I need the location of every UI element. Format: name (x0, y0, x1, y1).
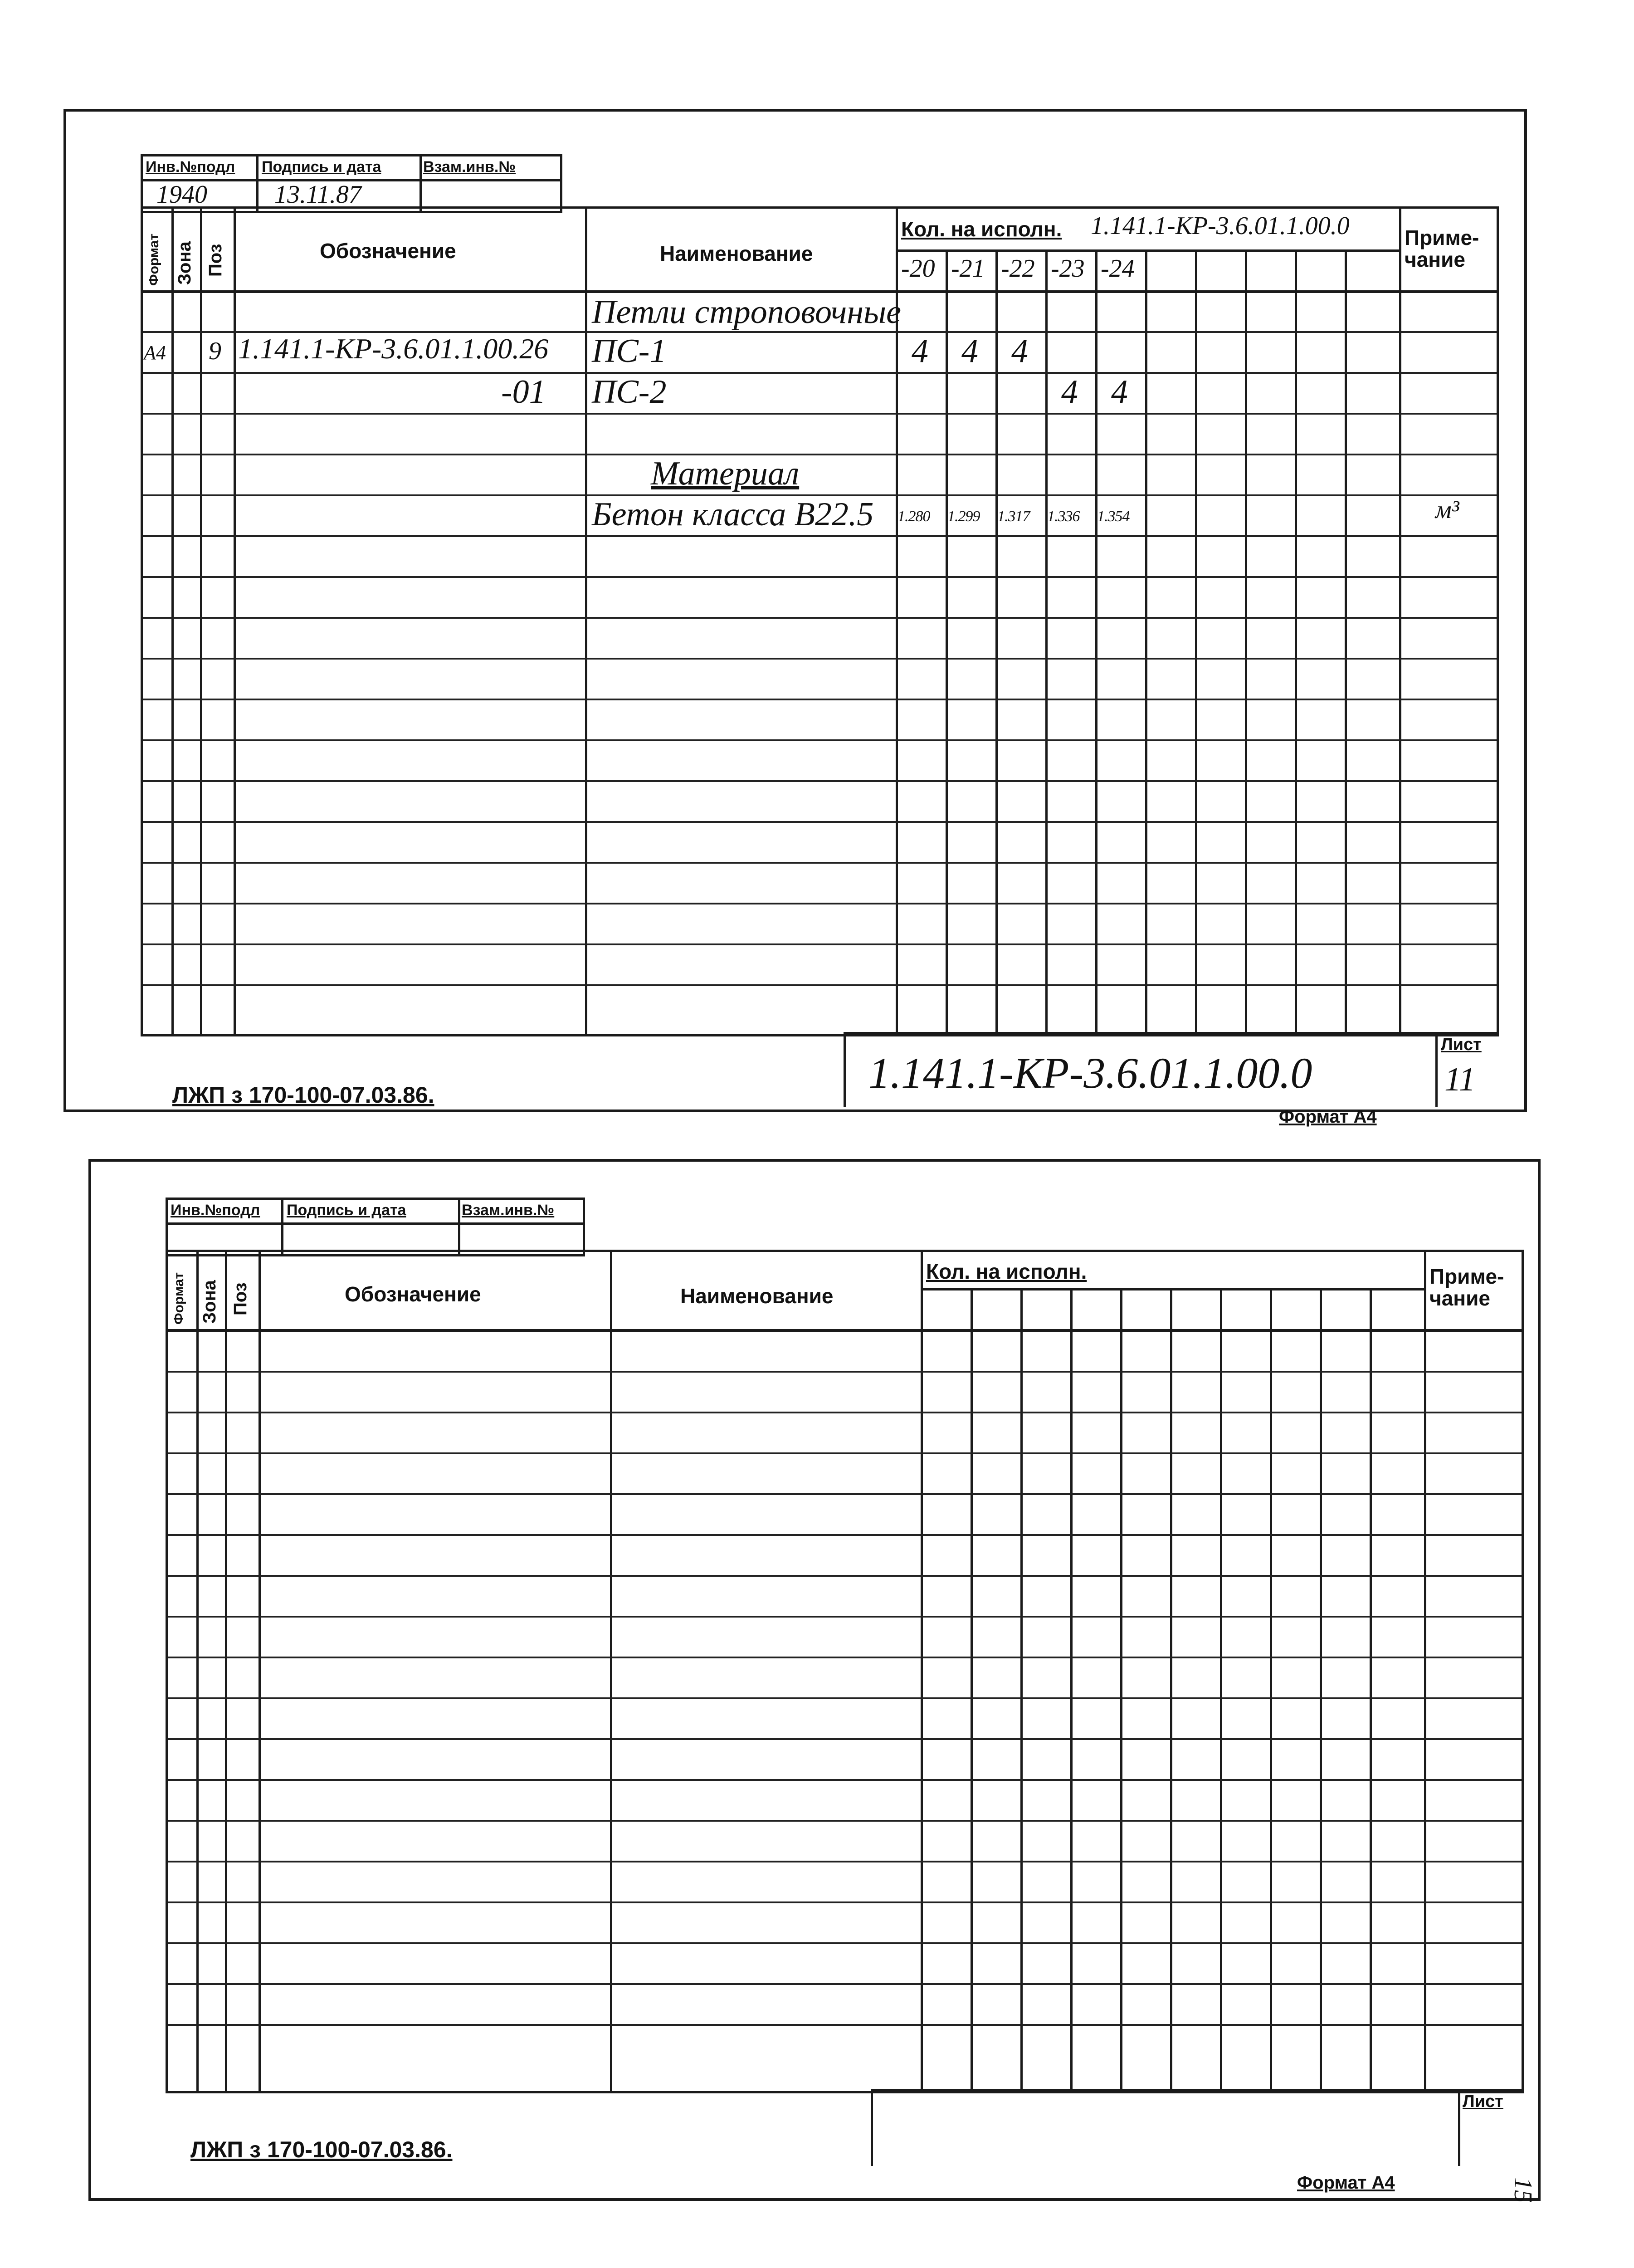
stamp2-header-inv: Инв.№подл (171, 1202, 260, 1219)
s2-col-header-name: Наименование (680, 1284, 834, 1308)
row-1-pos: 9 (209, 337, 221, 365)
sheet-1-doc-code: 1.141.1-КР-3.6.01.1.00.0 (868, 1049, 1312, 1097)
s2-col-header-zone: Зона (200, 1280, 219, 1324)
sheet-1-sheet-number: 11 (1444, 1061, 1476, 1098)
row-2-qty-24: 4 (1111, 373, 1128, 411)
row-2-designation: -01 (501, 373, 546, 411)
row-4-qty-20: 1.280 (897, 508, 930, 525)
row-1-qty-22: 4 (1011, 332, 1028, 370)
sheet-2-title-block (871, 2089, 1522, 2166)
stamp-header-sign: Подпись и дата (262, 158, 381, 176)
row-name-loops-heading: Петли строповочные (592, 293, 902, 331)
row-4-qty-21: 1.299 (947, 508, 980, 525)
variant-22: -22 (1001, 254, 1035, 283)
row-1-qty-20: 4 (912, 332, 928, 370)
row-4-note: м³ (1435, 496, 1459, 524)
col-header-designation: Обозначение (320, 239, 456, 263)
variant-21: -21 (951, 254, 985, 283)
col-header-format: Формат (146, 233, 161, 286)
col-header-qty: Кол. на исполн. (901, 217, 1062, 241)
row-1-qty-21: 4 (961, 332, 978, 370)
sheet-1-sheet-label: Лист (1441, 1035, 1482, 1054)
variant-20: -20 (901, 254, 935, 283)
variant-24: -24 (1101, 254, 1135, 283)
row-2-name: ПС-2 (592, 373, 667, 411)
row-4-name: Бетон класса В22.5 (592, 496, 874, 533)
col-header-name: Наименование (660, 242, 813, 265)
stamp-inv-value: 1940 (156, 181, 207, 209)
sheet-2-format-label: Формат А4 (1297, 2173, 1395, 2193)
s2-col-header-pos: Поз (230, 1282, 250, 1315)
stamp2-header-sign: Подпись и дата (287, 1202, 406, 1219)
s2-col-header-qty: Кол. на исполн. (926, 1260, 1087, 1283)
row-name-material-heading: Материал (651, 455, 800, 492)
stamp-header-inv: Инв.№подл (146, 158, 235, 176)
s2-col-header-note: Приме-чание (1429, 1265, 1504, 1310)
col-header-pos: Поз (205, 244, 225, 277)
sheet-1-spec-table (141, 206, 1499, 1036)
col-header-zone: Зона (175, 241, 195, 285)
row-1-name: ПС-1 (592, 332, 667, 370)
margin-page-number: 15 (1509, 2177, 1537, 2203)
col-header-qty-doc: 1.141.1-КР-3.6.01.1.00.0 (1091, 212, 1350, 240)
sheet-2-approval-stamp (166, 1198, 585, 1256)
sheet-1-footer-stamp: ЛЖП з 170-100-07.03.86. (172, 1082, 434, 1108)
row-4-qty-23: 1.336 (1047, 508, 1080, 525)
stamp-header-replace: Взам.инв.№ (423, 158, 516, 176)
sheet-2-spec-table (166, 1250, 1524, 2093)
s2-col-header-format: Формат (171, 1272, 186, 1325)
sheet-1-title-block (844, 1032, 1497, 1107)
row-1-format: А4 (144, 342, 166, 364)
s2-col-header-designation: Обозначение (345, 1282, 481, 1306)
sheet-1-format-label: Формат А4 (1279, 1107, 1377, 1127)
row-4-qty-22: 1.317 (997, 508, 1030, 525)
sheet-2-footer-stamp: ЛЖП з 170-100-07.03.86. (190, 2137, 453, 2162)
row-1-designation: 1.141.1-КР-3.6.01.1.00.26 (238, 332, 549, 365)
row-2-qty-23: 4 (1061, 373, 1078, 411)
col-header-note: Приме-чание (1405, 226, 1479, 271)
stamp2-header-replace: Взам.инв.№ (462, 1202, 555, 1219)
sheet-1-approval-stamp (141, 154, 562, 213)
row-4-qty-24: 1.354 (1097, 508, 1130, 525)
stamp-sign-value: 13.11.87 (274, 181, 361, 209)
sheet-2-sheet-label: Лист (1463, 2092, 1503, 2111)
variant-23: -23 (1051, 254, 1085, 283)
